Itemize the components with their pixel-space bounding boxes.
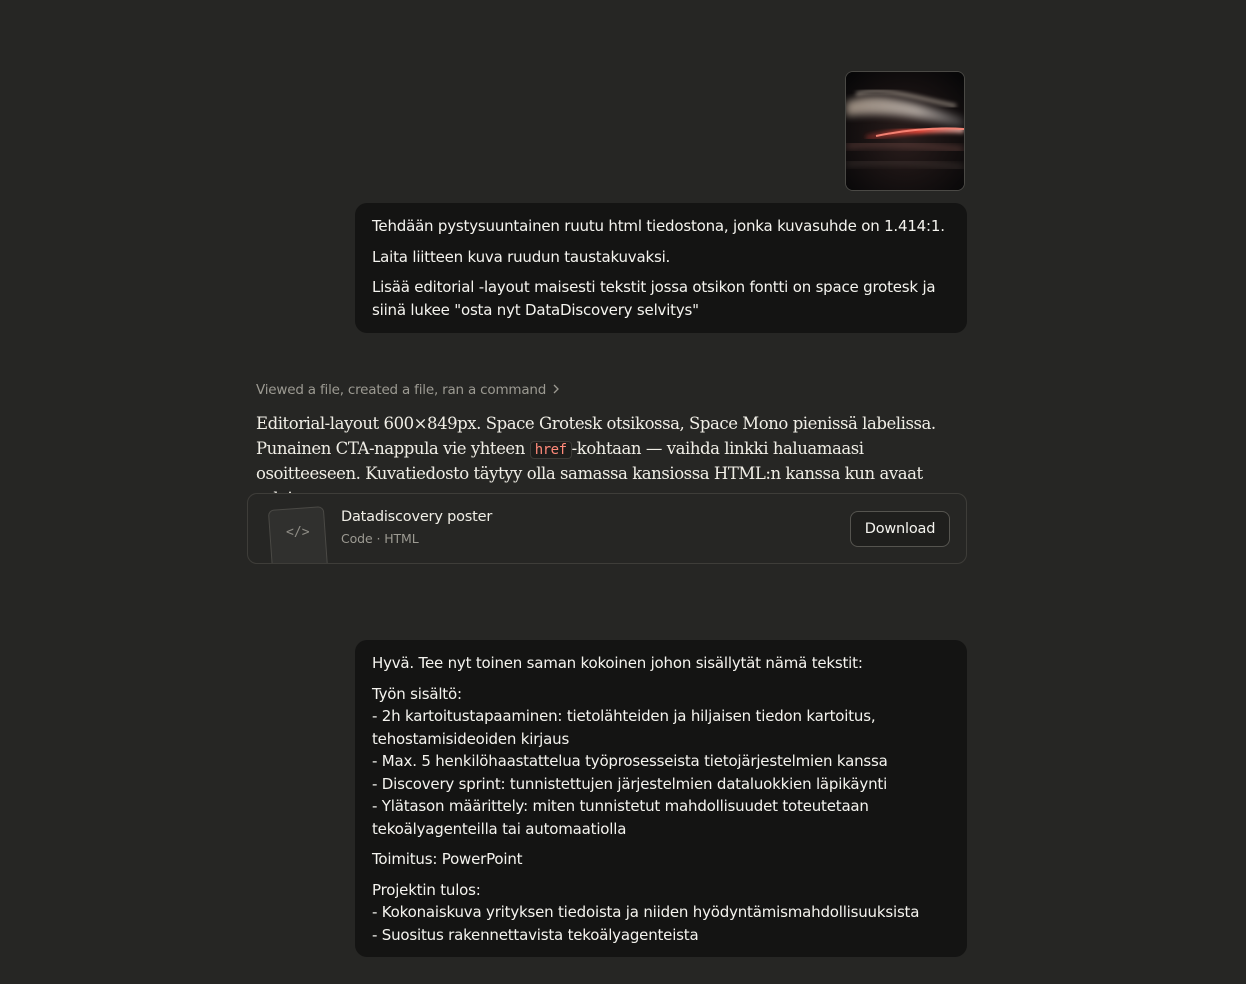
artifact-meta: Code · HTML bbox=[341, 531, 419, 546]
message-paragraph: Toimitus: PowerPoint bbox=[372, 850, 523, 868]
message-paragraph: Projektin tulos: - Kokonaiskuva yrityksen tiedoista ja niiden hyödyntämismahdollisuuksista - Suositus rakennettavista tekoälyagenteista bbox=[372, 880, 920, 944]
abstract-light-streak-image bbox=[846, 72, 964, 190]
user-message-1 bbox=[355, 203, 967, 333]
artifact-title: Datadiscovery poster bbox=[341, 509, 493, 525]
message-paragraph: Lisää editorial -layout maisesti tekstit jossa otsikon fontti on space grotesk ja siinä lukee "osta nyt DataDiscovery selvitys" bbox=[372, 278, 936, 319]
message-paragraph: Työn sisältö: - 2h kartoitustapaaminen: tietolähteiden ja hiljaisen tiedon kartoitus, tehostamisideoiden kirjaus - Max. 5 henkilöhaastattelua työprosesseista tietojärjestelmien kanssa - Discovery sprint: tunnistettujen järjestelmien dataluokkien läpikäynti - Ylätason määrittely: miten tunnistetut mahdollisuudet toteutetaan tekoälyagenteilla tai automaatiolla bbox=[372, 684, 888, 838]
message-paragraph: Tehdään pystysuuntainen ruutu html tiedostona, jonka kuvasuhde on 1.414:1. bbox=[372, 217, 945, 235]
code-file-icon bbox=[268, 506, 328, 564]
tool-activity-summary[interactable] bbox=[256, 382, 560, 398]
message-paragraph: Hyvä. Tee nyt toinen saman kokoinen johon sisällytät nämä tekstit: bbox=[372, 654, 863, 672]
message-paragraph: Laita liitteen kuva ruudun taustakuvaksi. bbox=[372, 247, 671, 266]
download-button[interactable]: Download bbox=[850, 511, 950, 547]
response-text: -kohtaan — vaihda linkki haluamaasi osoitteeseen. Kuvatiedosto täytyy olla samassa kansiossa HTML:n kanssa kun avaat bbox=[256, 438, 923, 483]
activity-label: Viewed a file, created a file, ran a command bbox=[256, 382, 547, 398]
attached-image-thumbnail[interactable] bbox=[845, 71, 965, 191]
code-icon-glyph: </> bbox=[286, 524, 310, 540]
response-text: Editorial-layout 600×849px. Space Grotesk otsikossa, Space Mono pienissä labelissa. Punainen CTA-nappula vie yhteen bbox=[256, 414, 936, 458]
artifact-card[interactable] bbox=[247, 493, 967, 564]
inline-code: href bbox=[530, 441, 572, 459]
chevron-right-icon bbox=[552, 384, 560, 397]
user-message-2 bbox=[355, 640, 967, 957]
